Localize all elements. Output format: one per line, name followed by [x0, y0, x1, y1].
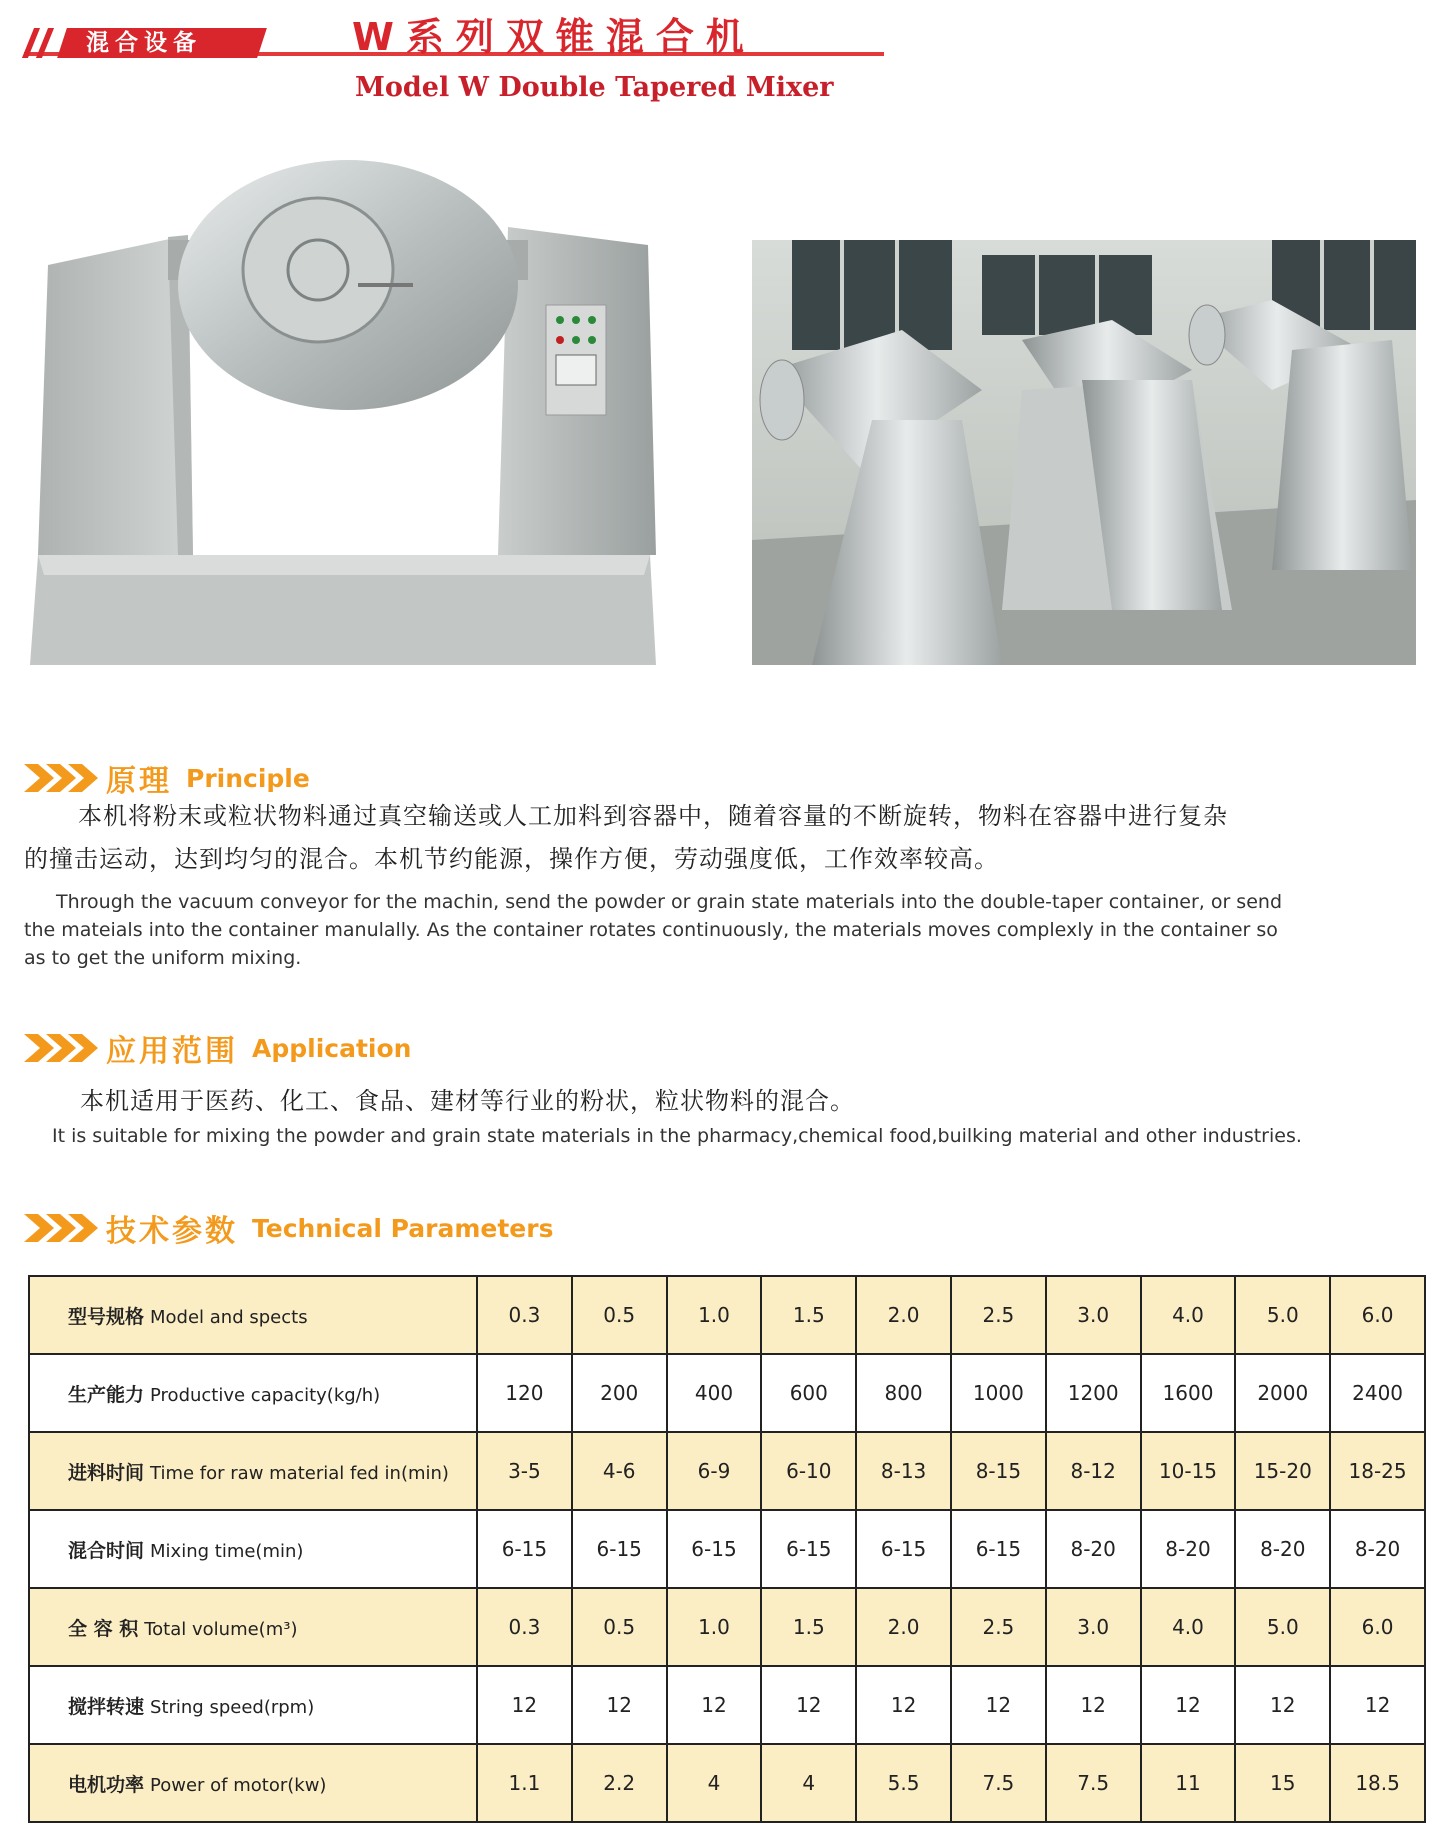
- page-title: W系列双锥混合机: [352, 15, 756, 59]
- page-subtitle: Model W Double Tapered Mixer: [355, 72, 834, 103]
- table-cell: 200: [572, 1354, 667, 1432]
- row-label-en: Time for raw material fed in(min): [150, 1462, 449, 1484]
- principle-heading: [24, 758, 310, 798]
- table-cell: 1.5: [761, 1276, 856, 1354]
- table-cell: 2000: [1235, 1354, 1330, 1432]
- table-cell: 2400: [1330, 1354, 1425, 1432]
- row-label-cn: 混合时间: [68, 1539, 145, 1562]
- table-cell: 4.0: [1141, 1276, 1236, 1354]
- table-cell: 8-15: [951, 1432, 1046, 1510]
- table-row: [29, 1276, 1425, 1354]
- table-cell: 1000: [951, 1354, 1046, 1432]
- table-cell: 6-15: [667, 1510, 762, 1588]
- principle-text-en-line2: the mateials into the container manulally. As the container rotates continuously, the materials moves complexly in the container so: [24, 919, 1278, 941]
- table-cell: 4.0: [1141, 1588, 1236, 1666]
- table-cell: 6-15: [572, 1510, 667, 1588]
- table-cell: 12: [477, 1666, 572, 1744]
- table-cell: 8-20: [1141, 1510, 1236, 1588]
- table-cell: 12: [761, 1666, 856, 1744]
- table-cell: 2.5: [951, 1588, 1046, 1666]
- triple-chevron-icon: [24, 761, 102, 795]
- table-cell: 6-15: [856, 1510, 951, 1588]
- parameters-title-cn: 技术参数: [106, 1214, 238, 1249]
- table-cell: 12: [1235, 1666, 1330, 1744]
- table-cell: 12: [856, 1666, 951, 1744]
- triple-chevron-icon: [24, 1031, 102, 1065]
- table-cell: 120: [477, 1354, 572, 1432]
- table-row: [29, 1588, 1425, 1666]
- application-title-cn: 应用范围: [106, 1034, 238, 1069]
- table-cell: 7.5: [951, 1744, 1046, 1822]
- table-cell: 6-15: [951, 1510, 1046, 1588]
- table-cell: 15-20: [1235, 1432, 1330, 1510]
- table-cell: 4: [667, 1744, 762, 1822]
- table-row: [29, 1354, 1425, 1432]
- row-label: [29, 1354, 477, 1432]
- table-cell: 8-13: [856, 1432, 951, 1510]
- table-cell: 12: [667, 1666, 762, 1744]
- table-cell: 8-20: [1046, 1510, 1141, 1588]
- row-label-cn: 电机功率: [68, 1773, 145, 1796]
- row-label: [29, 1276, 477, 1354]
- parameters-title-en: Technical Parameters: [252, 1213, 554, 1243]
- table-cell: 6-15: [761, 1510, 856, 1588]
- application-text-en: It is suitable for mixing the powder and grain state materials in the pharmacy,chemical food,builking material and other industries.: [52, 1125, 1302, 1147]
- table-cell: 4: [761, 1744, 856, 1822]
- table-row: [29, 1666, 1425, 1744]
- table-cell: 10-15: [1141, 1432, 1236, 1510]
- table-cell: 4-6: [572, 1432, 667, 1510]
- application-title-en: Application: [252, 1033, 412, 1063]
- table-cell: 5.5: [856, 1744, 951, 1822]
- table-cell: 2.0: [856, 1276, 951, 1354]
- table-cell: 0.5: [572, 1588, 667, 1666]
- table-cell: 3-5: [477, 1432, 572, 1510]
- row-label: [29, 1432, 477, 1510]
- parameters-heading: [24, 1208, 553, 1248]
- parameters-table: [28, 1275, 1426, 1823]
- principle-text-en-line1: Through the vacuum conveyor for the machin, send the powder or grain state materials into the double-taper container, or send: [56, 891, 1283, 913]
- row-label-en: Power of motor(kw): [150, 1774, 327, 1796]
- principle-title-en: Principle: [186, 763, 310, 793]
- table-cell: 6-9: [667, 1432, 762, 1510]
- principle-text-cn-line1: 本机将粉末或粒状物料通过真空输送或人工加料到容器中，随着容量的不断旋转，物料在容器中进行复杂: [78, 802, 1228, 830]
- row-label: [29, 1744, 477, 1822]
- row-label: [29, 1510, 477, 1588]
- table-cell: 1.1: [477, 1744, 572, 1822]
- table-cell: 7.5: [1046, 1744, 1141, 1822]
- table-cell: 2.5: [951, 1276, 1046, 1354]
- table-cell: 8-20: [1235, 1510, 1330, 1588]
- table-cell: 3.0: [1046, 1276, 1141, 1354]
- table-cell: 8-20: [1330, 1510, 1425, 1588]
- principle-text-cn-line2: 的撞击运动，达到均匀的混合。本机节约能源，操作方便，劳动强度低，工作效率较高。: [24, 845, 999, 873]
- application-heading: [24, 1028, 411, 1068]
- table-row: [29, 1432, 1425, 1510]
- table-cell: 3.0: [1046, 1588, 1141, 1666]
- table-cell: 2.0: [856, 1588, 951, 1666]
- row-label-cn: 生产能力: [68, 1383, 145, 1406]
- table-cell: 0.3: [477, 1276, 572, 1354]
- table-cell: 8-12: [1046, 1432, 1141, 1510]
- row-label-en: Model and spects: [150, 1306, 308, 1328]
- application-text-cn: 本机适用于医药、化工、食品、建材等行业的粉状，粒状物料的混合。: [80, 1087, 855, 1115]
- table-cell: 18.5: [1330, 1744, 1425, 1822]
- table-cell: 6-10: [761, 1432, 856, 1510]
- table-cell: 6.0: [1330, 1276, 1425, 1354]
- table-cell: 12: [1046, 1666, 1141, 1744]
- row-label: [29, 1588, 477, 1666]
- row-label-cn: 进料时间: [68, 1461, 145, 1484]
- table-row: [29, 1744, 1425, 1822]
- table-cell: 12: [1141, 1666, 1236, 1744]
- row-label: [29, 1666, 477, 1744]
- table-cell: 1.0: [667, 1588, 762, 1666]
- table-cell: 12: [1330, 1666, 1425, 1744]
- table-cell: 11: [1141, 1744, 1236, 1822]
- table-cell: 18-25: [1330, 1432, 1425, 1510]
- table-cell: 1.5: [761, 1588, 856, 1666]
- table-cell: 6-15: [477, 1510, 572, 1588]
- table-cell: 12: [951, 1666, 1046, 1744]
- triple-chevron-icon: [24, 1211, 102, 1245]
- row-label-en: Mixing time(min): [150, 1540, 304, 1562]
- table-cell: 6.0: [1330, 1588, 1425, 1666]
- row-label-en: Total volume(m³): [144, 1618, 298, 1640]
- table-cell: 1.0: [667, 1276, 762, 1354]
- category-tag: 混合设备: [57, 28, 267, 58]
- row-label-en: String speed(rpm): [150, 1696, 315, 1718]
- table-cell: 800: [856, 1354, 951, 1432]
- row-label-cn: 全 容 积: [68, 1617, 139, 1640]
- table-cell: 400: [667, 1354, 762, 1432]
- table-cell: 600: [761, 1354, 856, 1432]
- table-cell: 2.2: [572, 1744, 667, 1822]
- principle-title-cn: 原理: [106, 764, 172, 799]
- table-cell: 5.0: [1235, 1276, 1330, 1354]
- table-cell: 0.3: [477, 1588, 572, 1666]
- row-label-cn: 搅拌转速: [68, 1695, 145, 1718]
- table-cell: 5.0: [1235, 1588, 1330, 1666]
- table-row: [29, 1510, 1425, 1588]
- table-cell: 15: [1235, 1744, 1330, 1822]
- mixer-product-photo: [28, 155, 658, 665]
- workshop-mixers-photo: [752, 240, 1416, 665]
- table-cell: 12: [572, 1666, 667, 1744]
- row-label-en: Productive capacity(kg/h): [150, 1384, 381, 1406]
- row-label-cn: 型号规格: [68, 1305, 145, 1328]
- principle-text-en-line3: as to get the uniform mixing.: [24, 947, 302, 969]
- table-cell: 1600: [1141, 1354, 1236, 1432]
- table-cell: 1200: [1046, 1354, 1141, 1432]
- table-cell: 0.5: [572, 1276, 667, 1354]
